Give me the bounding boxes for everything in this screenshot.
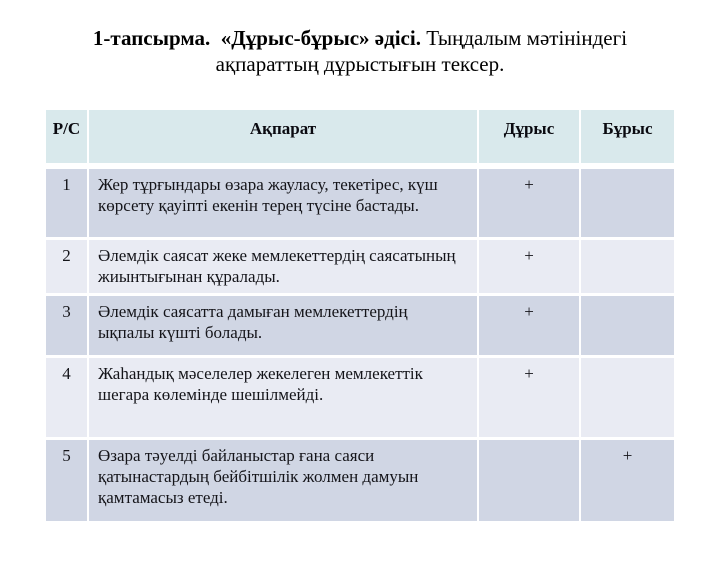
table-row (45, 238, 675, 294)
true-mark-cell: + (478, 356, 580, 438)
true-mark-cell: + (478, 294, 580, 356)
false-mark-cell (580, 294, 675, 356)
statement-cell: Әлемдік саясатта дамыған мемлекеттердің ықпалы күшті болады. (88, 294, 478, 356)
slide (0, 26, 720, 566)
statement-cell: Жаһандық мәселелер жекелеген мемлекеттік шегара көлемінде шешілмейді. (88, 356, 478, 438)
slide-title (0, 26, 720, 77)
col-header-statement: Ақпарат (88, 109, 478, 166)
row-number-cell: 1 (45, 166, 88, 238)
row-number-cell: 3 (45, 294, 88, 356)
false-mark-cell (580, 356, 675, 438)
table-row (45, 294, 675, 356)
title-normal-segment-2: ақпараттың дұрыстығын тексер. (215, 51, 505, 76)
table-header-row (45, 109, 675, 166)
true-mark-cell: + (478, 238, 580, 294)
row-number-cell: 4 (45, 356, 88, 438)
title-normal-segment-1: Тыңдалым мәтініндегі (426, 26, 628, 50)
table-row (45, 166, 675, 238)
col-header-false: Бұрыс (580, 109, 675, 166)
true-false-table (44, 108, 676, 524)
true-mark-cell: + (478, 166, 580, 238)
table-row (45, 356, 675, 438)
col-header-number: Р/С (45, 109, 88, 166)
statement-cell: Әлемдік саясат жеке мемлекеттердің саясатының жиынтығынан құралады. (88, 238, 478, 294)
table-row (45, 438, 675, 522)
row-number-cell: 2 (45, 238, 88, 294)
false-mark-cell: + (580, 438, 675, 522)
true-mark-cell (478, 438, 580, 522)
col-header-true: Дұрыс (478, 109, 580, 166)
row-number-cell: 5 (45, 438, 88, 522)
statement-cell: Өзара тәуелді байланыстар ғана саяси қатынастардың бейбітшілік жолмен дамуын қамтамасыз етеді. (88, 438, 478, 522)
false-mark-cell (580, 238, 675, 294)
false-mark-cell (580, 166, 675, 238)
title-bold-segment: 1-тапсырма. «Дұрыс-бұрыс» әдісі. (92, 26, 421, 50)
statement-cell: Жер тұрғындары өзара жауласу, текетірес, күш көрсету қауіпті екенін терең түсіне бастады. (88, 166, 478, 238)
